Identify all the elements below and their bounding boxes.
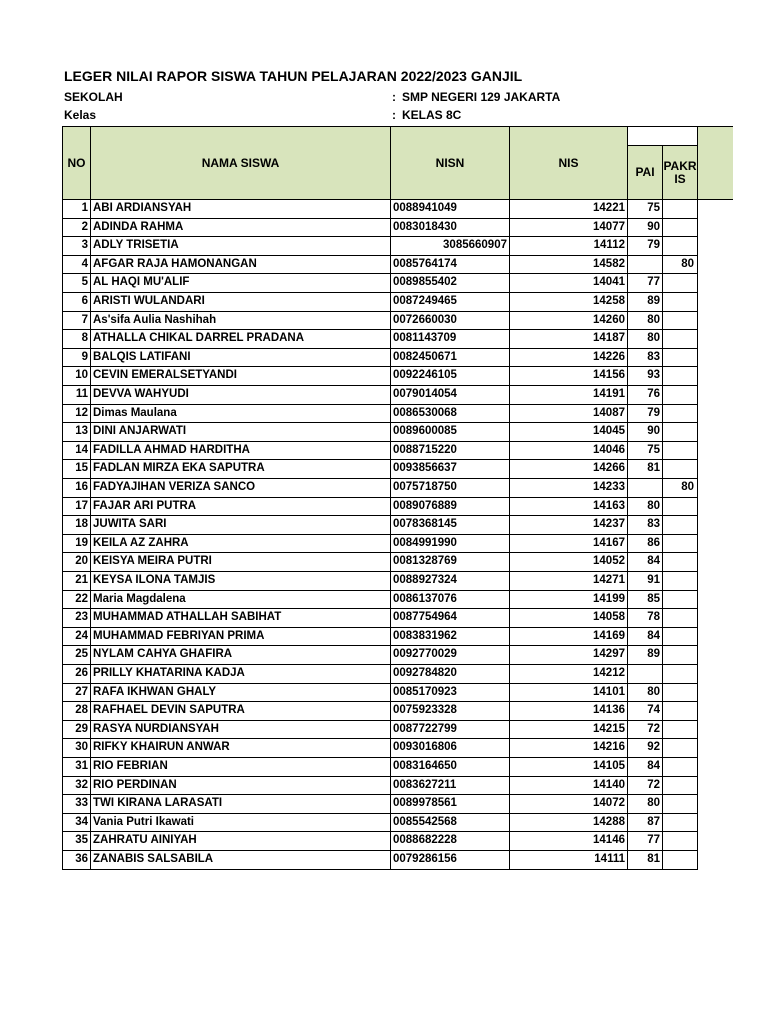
page-title: LEGER NILAI RAPOR SISWA TAHUN PELAJARAN 2022/2023 GANJIL	[64, 68, 523, 84]
cell-nis: 14136	[509, 701, 628, 721]
cell-pai: 78	[627, 608, 663, 628]
cell-pai: 90	[627, 218, 663, 238]
cell-nis: 14046	[509, 441, 628, 461]
cell-nis: 14297	[509, 645, 628, 665]
cell-pakris	[662, 664, 698, 684]
cell-student-name: ATHALLA CHIKAL DARREL PRADANA	[90, 329, 391, 349]
cell-pai: 79	[627, 236, 663, 256]
cell-pakris	[662, 199, 698, 219]
cell-student-name: RIO FEBRIAN	[90, 757, 391, 777]
cell-pakris	[662, 645, 698, 665]
cell-pakris	[662, 385, 698, 405]
cell-no: 8	[62, 329, 91, 349]
cell-nis: 14156	[509, 366, 628, 386]
cell-student-name: ZANABIS SALSABILA	[90, 850, 391, 870]
cell-pai: 80	[627, 497, 663, 517]
cell-pakris	[662, 683, 698, 703]
cell-no: 7	[62, 311, 91, 331]
class-colon: :	[392, 108, 396, 122]
cell-no: 33	[62, 794, 91, 814]
class-value: KELAS 8C	[402, 108, 462, 122]
cell-nis: 14199	[509, 590, 628, 610]
cell-student-name: BALQIS LATIFANI	[90, 348, 391, 368]
cell-no: 16	[62, 478, 91, 498]
cell-nis: 14087	[509, 404, 628, 424]
cell-nisn: 0085542568	[390, 813, 510, 833]
school-colon: :	[392, 90, 396, 104]
cell-student-name: KEYSA ILONA TAMJIS	[90, 571, 391, 591]
header-pakris: PAKR IS	[662, 145, 698, 200]
cell-student-name: FADILLA AHMAD HARDITHA	[90, 441, 391, 461]
cell-no: 29	[62, 720, 91, 740]
cell-pai: 93	[627, 366, 663, 386]
cell-pai: 84	[627, 757, 663, 777]
cell-no: 15	[62, 459, 91, 479]
cell-pakris	[662, 329, 698, 349]
cell-nisn: 0083831962	[390, 627, 510, 647]
cell-no: 18	[62, 515, 91, 535]
cell-no: 20	[62, 552, 91, 572]
cell-nisn: 0081143709	[390, 329, 510, 349]
cell-pai: 75	[627, 441, 663, 461]
cell-nisn: 0087722799	[390, 720, 510, 740]
cell-pakris	[662, 701, 698, 721]
cell-nisn: 0092784820	[390, 664, 510, 684]
cell-nisn: 0087249465	[390, 292, 510, 312]
cell-pakris	[662, 627, 698, 647]
cell-pai: 79	[627, 404, 663, 424]
cell-nisn: 0075718750	[390, 478, 510, 498]
cell-pai: 84	[627, 627, 663, 647]
cell-no: 12	[62, 404, 91, 424]
cell-nis: 14233	[509, 478, 628, 498]
cell-pai: 83	[627, 515, 663, 535]
cell-nis: 14111	[509, 850, 628, 870]
cell-pai: 80	[627, 683, 663, 703]
cell-student-name: TWI KIRANA LARASATI	[90, 794, 391, 814]
cell-pakris: 80	[662, 255, 698, 275]
cell-nisn: 0083018430	[390, 218, 510, 238]
cell-no: 23	[62, 608, 91, 628]
cell-no: 3	[62, 236, 91, 256]
cell-student-name: KEILA AZ ZAHRA	[90, 534, 391, 554]
cell-no: 9	[62, 348, 91, 368]
cell-no: 30	[62, 738, 91, 758]
cell-nisn: 0093856637	[390, 459, 510, 479]
cell-student-name: Dimas Maulana	[90, 404, 391, 424]
cell-pai: 77	[627, 273, 663, 293]
cell-pakris	[662, 738, 698, 758]
cell-nisn: 0075923328	[390, 701, 510, 721]
cell-pakris	[662, 348, 698, 368]
cell-no: 2	[62, 218, 91, 238]
cell-no: 25	[62, 645, 91, 665]
cell-nisn: 0088941049	[390, 199, 510, 219]
cell-no: 1	[62, 199, 91, 219]
cell-no: 6	[62, 292, 91, 312]
cell-student-name: As'sifa Aulia Nashihah	[90, 311, 391, 331]
cell-nis: 14258	[509, 292, 628, 312]
cell-nis: 14187	[509, 329, 628, 349]
cell-student-name: ABI ARDIANSYAH	[90, 199, 391, 219]
cell-no: 22	[62, 590, 91, 610]
cell-nisn: 0072660030	[390, 311, 510, 331]
cell-nis: 14105	[509, 757, 628, 777]
cell-nisn: 0088682228	[390, 831, 510, 851]
cell-nisn: 0092770029	[390, 645, 510, 665]
cell-nisn: 0089076889	[390, 497, 510, 517]
cell-nis: 14260	[509, 311, 628, 331]
cell-nisn: 0083627211	[390, 776, 510, 796]
cell-no: 32	[62, 776, 91, 796]
cell-student-name: RAFA IKHWAN GHALY	[90, 683, 391, 703]
cell-nis: 14163	[509, 497, 628, 517]
cell-pai: 80	[627, 794, 663, 814]
cell-no: 21	[62, 571, 91, 591]
cell-nis: 14226	[509, 348, 628, 368]
cell-student-name: CEVIN EMERALSETYANDI	[90, 366, 391, 386]
cell-pai: 85	[627, 590, 663, 610]
cell-nis: 14212	[509, 664, 628, 684]
cell-student-name: DEVVA WAHYUDI	[90, 385, 391, 405]
cell-no: 5	[62, 273, 91, 293]
cell-pakris	[662, 571, 698, 591]
header-name: NAMA SISWA	[90, 126, 391, 200]
cell-nisn: 0089978561	[390, 794, 510, 814]
class-label: Kelas	[64, 108, 97, 122]
cell-no: 28	[62, 701, 91, 721]
cell-pai: 91	[627, 571, 663, 591]
cell-pai: 89	[627, 292, 663, 312]
cell-pakris	[662, 776, 698, 796]
cell-student-name: JUWITA SARI	[90, 515, 391, 535]
cell-nisn: 0093016806	[390, 738, 510, 758]
cell-no: 31	[62, 757, 91, 777]
cell-pai: 77	[627, 831, 663, 851]
cell-pai: 76	[627, 385, 663, 405]
cell-no: 4	[62, 255, 91, 275]
cell-pai: 81	[627, 850, 663, 870]
cell-pakris	[662, 236, 698, 256]
cell-student-name: NYLAM CAHYA GHAFIRA	[90, 645, 391, 665]
cell-pakris	[662, 497, 698, 517]
cell-student-name: KEISYA MEIRA PUTRI	[90, 552, 391, 572]
cell-student-name: MUHAMMAD ATHALLAH SABIHAT	[90, 608, 391, 628]
cell-student-name: FAJAR ARI PUTRA	[90, 497, 391, 517]
cell-pai: 75	[627, 199, 663, 219]
cell-pai: 72	[627, 776, 663, 796]
cell-nisn: 0084991990	[390, 534, 510, 554]
cell-nis: 14058	[509, 608, 628, 628]
cell-no: 34	[62, 813, 91, 833]
cell-student-name: ADLY TRISETIA	[90, 236, 391, 256]
cell-pakris	[662, 757, 698, 777]
cell-pai: 86	[627, 534, 663, 554]
cell-nis: 14077	[509, 218, 628, 238]
cell-pakris	[662, 813, 698, 833]
cell-nis: 14191	[509, 385, 628, 405]
header-nis: NIS	[509, 126, 628, 200]
cell-nis: 14140	[509, 776, 628, 796]
cell-pai: 72	[627, 720, 663, 740]
cell-student-name: AL HAQI MU'ALIF	[90, 273, 391, 293]
cell-student-name: MUHAMMAD FEBRIYAN PRIMA	[90, 627, 391, 647]
cell-pakris	[662, 273, 698, 293]
cell-pakris: 80	[662, 478, 698, 498]
cell-student-name: Maria Magdalena	[90, 590, 391, 610]
cell-pai: 87	[627, 813, 663, 833]
header-no: NO	[62, 126, 91, 200]
cell-no: 35	[62, 831, 91, 851]
cell-nis: 14237	[509, 515, 628, 535]
cell-no: 14	[62, 441, 91, 461]
cell-student-name: DINI ANJARWATI	[90, 422, 391, 442]
cell-nisn: 0088927324	[390, 571, 510, 591]
cell-nisn: 0086137076	[390, 590, 510, 610]
cell-student-name: ZAHRATU AINIYAH	[90, 831, 391, 851]
cell-nisn: 0089600085	[390, 422, 510, 442]
cell-pai: 81	[627, 459, 663, 479]
cell-nisn: 0088715220	[390, 441, 510, 461]
school-value: SMP NEGERI 129 JAKARTA	[402, 90, 561, 104]
cell-no: 17	[62, 497, 91, 517]
cell-nisn: 0078368145	[390, 515, 510, 535]
cell-nis: 14582	[509, 255, 628, 275]
cell-no: 27	[62, 683, 91, 703]
cell-nisn: 0085170923	[390, 683, 510, 703]
cell-pai: 92	[627, 738, 663, 758]
cell-no: 24	[62, 627, 91, 647]
cell-nisn: 0079014054	[390, 385, 510, 405]
cell-student-name: AFGAR RAJA HAMONANGAN	[90, 255, 391, 275]
cell-pai: 84	[627, 552, 663, 572]
cell-no: 36	[62, 850, 91, 870]
cell-nis: 14167	[509, 534, 628, 554]
cell-nis: 14288	[509, 813, 628, 833]
cell-nisn: 0086530068	[390, 404, 510, 424]
cell-no: 13	[62, 422, 91, 442]
cell-pakris	[662, 831, 698, 851]
cell-no: 10	[62, 366, 91, 386]
cell-student-name: RIO PERDINAN	[90, 776, 391, 796]
cell-no: 11	[62, 385, 91, 405]
cell-pakris	[662, 590, 698, 610]
cell-nisn: 0085764174	[390, 255, 510, 275]
cell-pakris	[662, 366, 698, 386]
cell-nis: 14216	[509, 738, 628, 758]
cell-pai: 83	[627, 348, 663, 368]
school-label: SEKOLAH	[64, 90, 123, 104]
cell-nis: 14221	[509, 199, 628, 219]
cell-nis: 14072	[509, 794, 628, 814]
cell-nis: 14052	[509, 552, 628, 572]
cell-pakris	[662, 515, 698, 535]
header-pai: PAI	[627, 145, 663, 200]
cell-nis: 14146	[509, 831, 628, 851]
cell-nisn: 0087754964	[390, 608, 510, 628]
cell-student-name: RAFHAEL DEVIN SAPUTRA	[90, 701, 391, 721]
cell-nis: 14112	[509, 236, 628, 256]
cell-nisn: 0082450671	[390, 348, 510, 368]
cell-nis: 14045	[509, 422, 628, 442]
cell-pai	[627, 255, 663, 275]
cell-student-name: FADYAJIHAN VERIZA SANCO	[90, 478, 391, 498]
cell-student-name: ADINDA RAHMA	[90, 218, 391, 238]
cell-pakris	[662, 311, 698, 331]
cell-pakris	[662, 292, 698, 312]
cell-nis: 14041	[509, 273, 628, 293]
cell-nis: 14101	[509, 683, 628, 703]
cell-nisn: 0089855402	[390, 273, 510, 293]
cell-nisn: 0081328769	[390, 552, 510, 572]
cell-pakris	[662, 720, 698, 740]
cell-pai: 80	[627, 329, 663, 349]
cell-pai: 80	[627, 311, 663, 331]
cell-pai	[627, 664, 663, 684]
cell-student-name: Vania Putri Ikawati	[90, 813, 391, 833]
cell-nisn: 0079286156	[390, 850, 510, 870]
cell-nisn: 0092246105	[390, 366, 510, 386]
cell-student-name: RIFKY KHAIRUN ANWAR	[90, 738, 391, 758]
cell-nis: 14169	[509, 627, 628, 647]
cell-pakris	[662, 794, 698, 814]
cell-student-name: RASYA NURDIANSYAH	[90, 720, 391, 740]
cell-pai: 89	[627, 645, 663, 665]
cell-pakris	[662, 404, 698, 424]
cell-nis: 14271	[509, 571, 628, 591]
cell-no: 19	[62, 534, 91, 554]
cell-pai: 90	[627, 422, 663, 442]
cell-student-name: PRILLY KHATARINA KADJA	[90, 664, 391, 684]
cell-nisn: 3085660907	[390, 236, 510, 256]
cell-student-name: ARISTI WULANDARI	[90, 292, 391, 312]
header-nisn: NISN	[390, 126, 510, 200]
cell-pakris	[662, 218, 698, 238]
cell-pakris	[662, 552, 698, 572]
cell-pakris	[662, 441, 698, 461]
cell-pakris	[662, 534, 698, 554]
cell-pakris	[662, 608, 698, 628]
cell-nisn: 0083164650	[390, 757, 510, 777]
cell-nis: 14266	[509, 459, 628, 479]
cell-no: 26	[62, 664, 91, 684]
cell-pakris	[662, 422, 698, 442]
cell-nis: 14215	[509, 720, 628, 740]
cell-pai: 74	[627, 701, 663, 721]
cell-student-name: FADLAN MIRZA EKA SAPUTRA	[90, 459, 391, 479]
cell-pakris	[662, 850, 698, 870]
cell-pakris	[662, 459, 698, 479]
header-group-inner	[627, 126, 698, 146]
cell-pai	[627, 478, 663, 498]
